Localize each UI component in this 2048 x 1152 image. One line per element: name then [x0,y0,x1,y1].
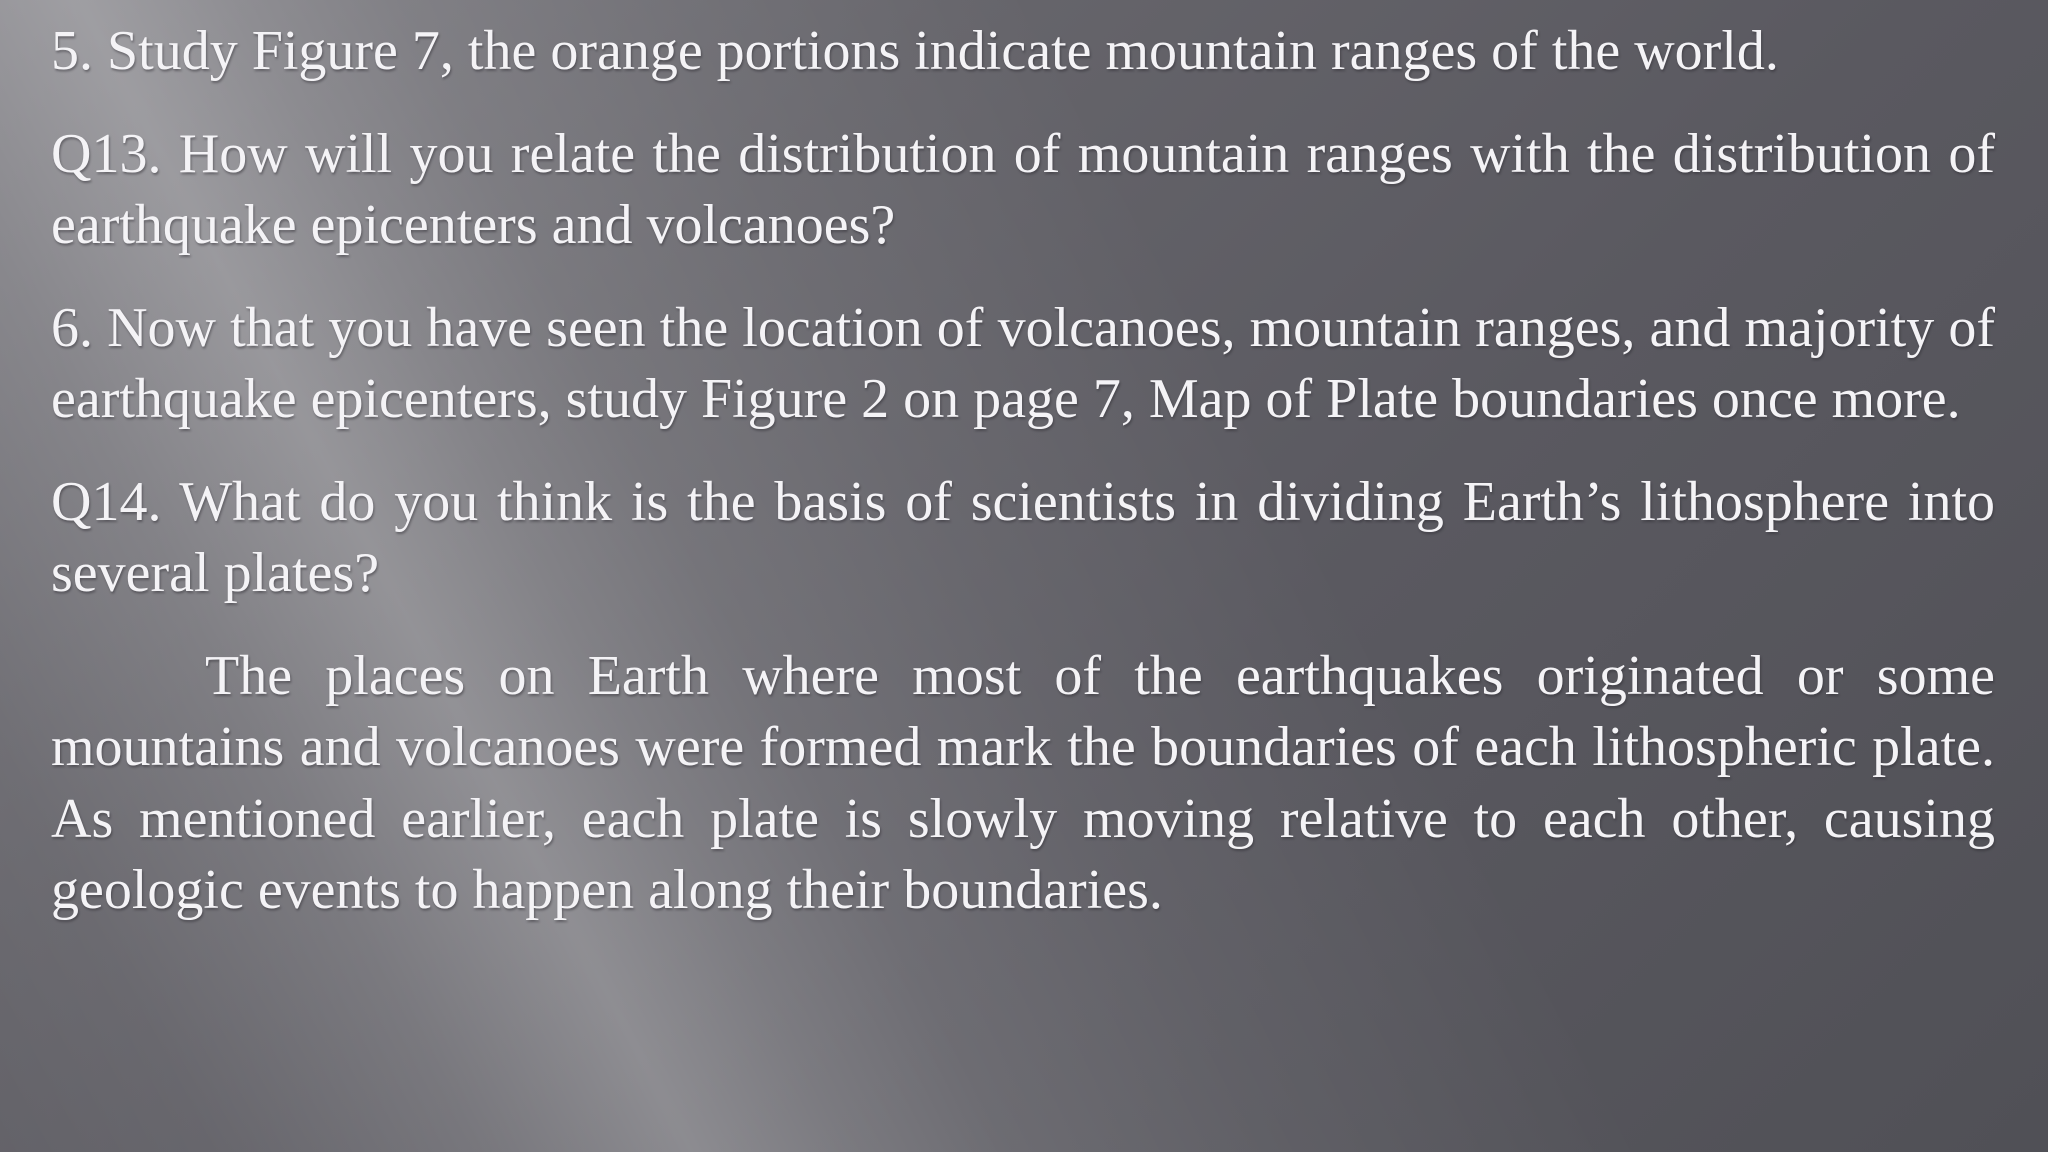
step-5-paragraph: 5. Study Figure 7, the orange portions indicate mountain ranges of the world. [51,20,1779,82]
question-13-paragraph: Q13. How will you relate the distribution of mountain ranges with the distribution of earthquake epicenters and volcanoes? [51,122,1995,256]
explanation-paragraph: The places on Earth where most of the earthquakes originated or some mountains and volcanoes were formed mark the boundaries of each lithospheric plate. As mentioned earlier, each plate is slowly moving relative to each other, causing geologic events to happen along their boundaries. [51,644,1995,921]
step-6-paragraph: 6. Now that you have seen the location of volcanoes, mountain ranges, and majority of earthquake epicenters, study Figure 2 on page 7, Map of Plate boundaries once more. [51,296,1995,430]
slide-text-body [51,16,1995,927]
question-14-paragraph: Q14. What do you think is the basis of scientists in dividing Earth’s lithosphere into several plates? [51,470,1995,604]
